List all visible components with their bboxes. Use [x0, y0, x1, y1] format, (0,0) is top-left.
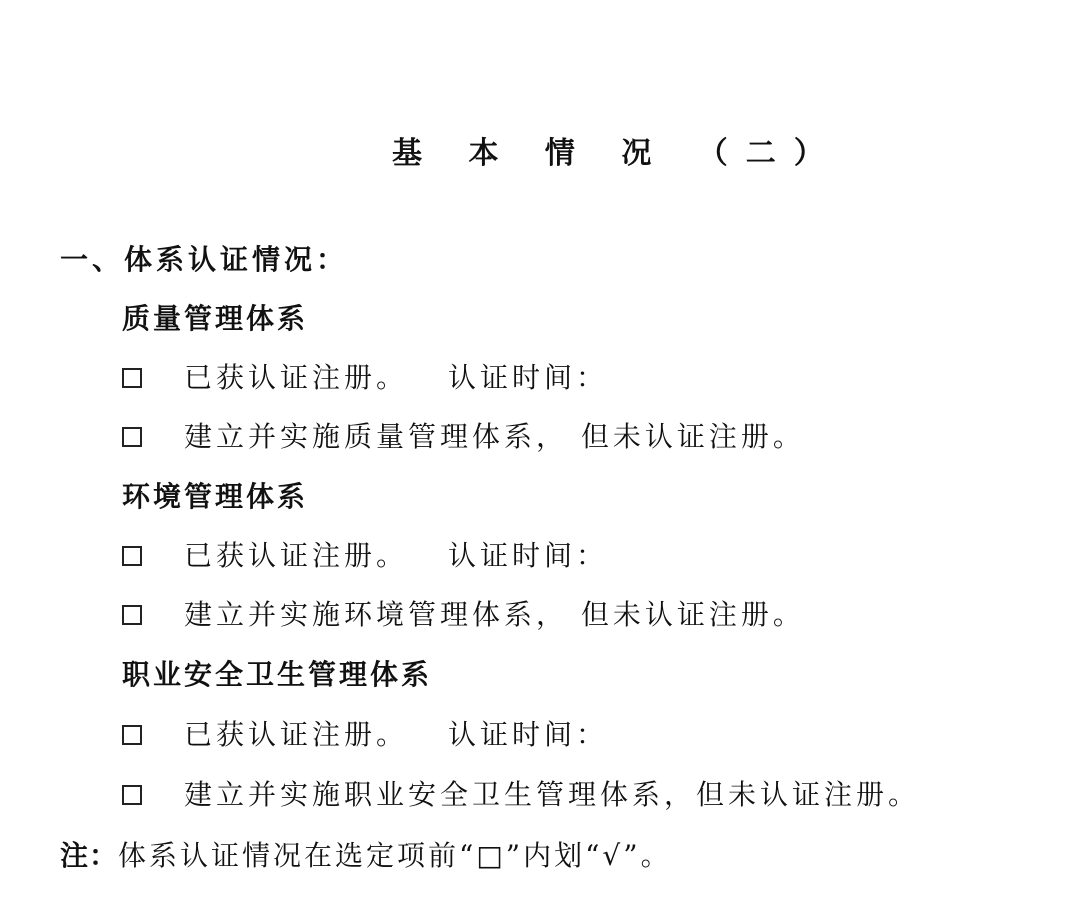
note	[60, 834, 672, 878]
group-title-environment: 环境管理体系	[122, 480, 309, 513]
option-label: 建立并实施环境管理体系， 但未认证注册。	[184, 598, 805, 631]
option-quality-certified[interactable]	[122, 356, 608, 400]
option-safety-implemented[interactable]	[122, 773, 920, 817]
option-safety-certified[interactable]	[122, 713, 608, 757]
note-label: 注：	[60, 839, 119, 872]
option-label: 已获认证注册。	[184, 539, 409, 572]
option-label: 已获认证注册。	[184, 718, 409, 751]
checkbox-icon[interactable]	[122, 368, 142, 388]
certification-date-label: 认证时间：	[448, 718, 609, 751]
certification-date-label: 认证时间：	[448, 361, 609, 394]
checkbox-icon[interactable]	[122, 785, 142, 805]
checkbox-icon[interactable]	[122, 725, 142, 745]
option-label: 建立并实施质量管理体系， 但未认证注册。	[184, 420, 805, 453]
option-label: 建立并实施职业安全卫生管理体系，但未认证注册。	[184, 778, 921, 811]
option-label: 已获认证注册。	[184, 361, 409, 394]
section-heading: 一、体系认证情况：	[60, 243, 349, 276]
checkbox-icon[interactable]	[122, 546, 142, 566]
option-environment-certified[interactable]	[122, 534, 608, 578]
option-environment-implemented[interactable]	[122, 593, 805, 637]
certification-date-label: 认证时间：	[448, 539, 609, 572]
group-title-quality: 质量管理体系	[122, 302, 309, 335]
checkbox-icon[interactable]	[122, 605, 142, 625]
group-title-occupational-safety: 职业安全卫生管理体系	[122, 658, 433, 691]
note-text: 体系认证情况在选定项前“□”内划“√”。	[118, 839, 672, 872]
document-title: 基 本 情 况 （二）	[392, 136, 842, 171]
checkbox-icon[interactable]	[122, 427, 142, 447]
option-quality-implemented[interactable]	[122, 415, 805, 459]
